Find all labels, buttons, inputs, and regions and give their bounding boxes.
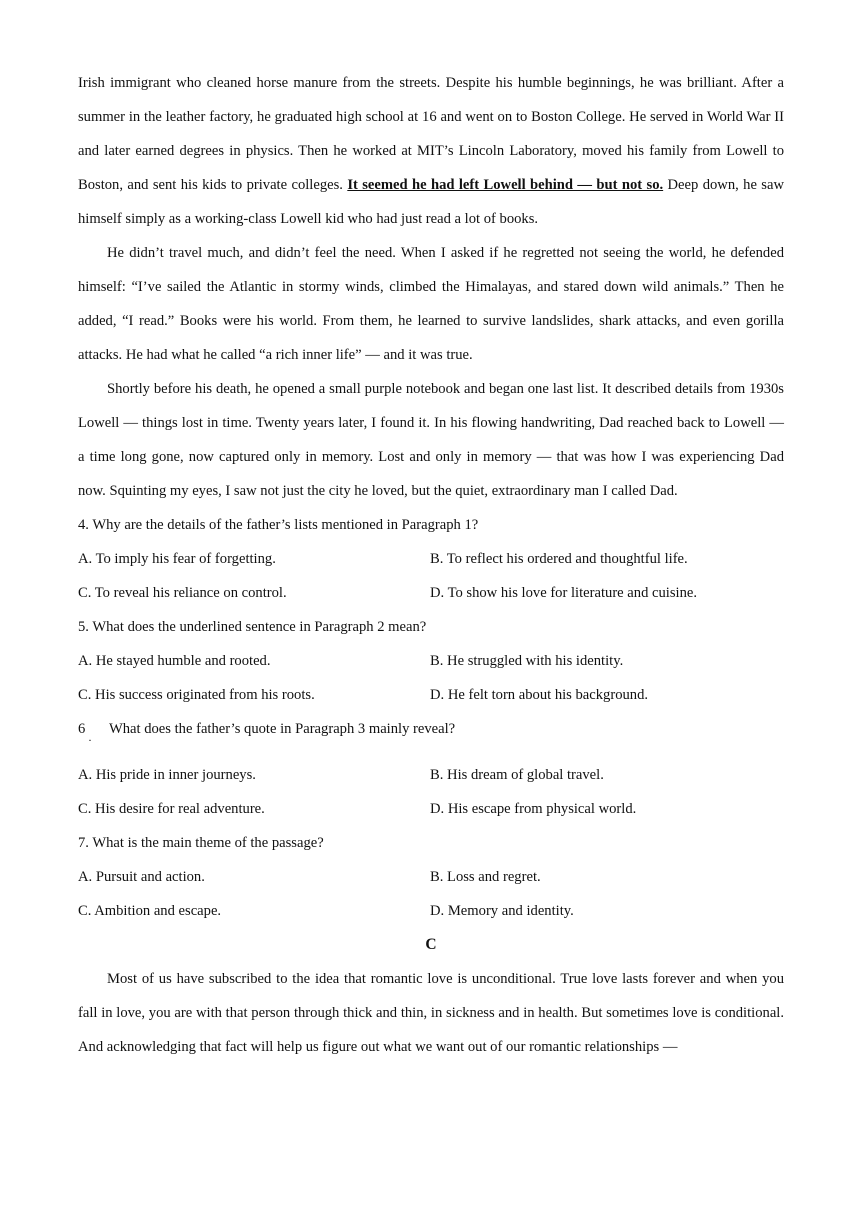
question-6-stem bbox=[78, 712, 784, 746]
option-a: A. He stayed humble and rooted. bbox=[78, 653, 271, 669]
question-6-dot: · bbox=[88, 733, 92, 747]
option-c: C. His success originated from his roots. bbox=[78, 687, 315, 703]
paragraph-1-text: Irish immigrant who cleaned horse manure from the streets. Despite his humble beginnings, he was brilliant. After a summer in the leather factory, he graduated high school at 16 and went on to Boston College. He served in World War II and later earned degrees in physics. Then he worked at MIT’s Lincoln Laboratory, moved his family from Lowell to Boston, and sent his kids to private colleges. bbox=[78, 75, 784, 193]
question-4-options-row-2 bbox=[78, 576, 784, 610]
question-7-stem: 7. What is the main theme of the passage? bbox=[78, 835, 324, 851]
option-b: B. Loss and regret. bbox=[430, 869, 541, 885]
question-4-stem: 4. Why are the details of the father’s lists mentioned in Paragraph 1? bbox=[78, 517, 479, 533]
question-7-options-row-1 bbox=[78, 860, 784, 894]
option-c: C. To reveal his reliance on control. bbox=[78, 585, 287, 601]
question-7-options-row-2 bbox=[78, 894, 784, 928]
question-5-options-row-2 bbox=[78, 678, 784, 712]
option-d: D. His escape from physical world. bbox=[430, 801, 637, 817]
passage-paragraph-3: Shortly before his death, he opened a small purple notebook and began one last list. It described details from 1930s Lowell — things lost in time. Twenty years later, I found it. In his flowing handwriting, Dad reached back to Lowell — a time long gone, now captured only in memory. Lost and only in memory — that was how I was experiencing Dad now. Squinting my eyes, I saw not just the city he loved, but the quiet, extraordinary man I called Dad. bbox=[78, 381, 784, 499]
section-heading: C bbox=[425, 936, 437, 953]
option-d: D. Memory and identity. bbox=[430, 903, 574, 919]
option-b: B. To reflect his ordered and thoughtful life. bbox=[430, 551, 688, 567]
option-a: A. To imply his fear of forgetting. bbox=[78, 551, 276, 567]
spacer bbox=[78, 746, 784, 758]
question-6-number: 6 bbox=[78, 721, 86, 737]
question-4-options-row-1 bbox=[78, 542, 784, 576]
question-5-options-row-1 bbox=[78, 644, 784, 678]
option-d: D. He felt torn about his background. bbox=[430, 687, 649, 703]
question-6-text: What does the father’s quote in Paragraph 3 mainly reveal? bbox=[108, 721, 456, 737]
option-c: C. His desire for real adventure. bbox=[78, 801, 265, 817]
question-5-stem: 5. What does the underlined sentence in Paragraph 2 mean? bbox=[78, 619, 427, 635]
option-a: A. His pride in inner journeys. bbox=[78, 767, 256, 783]
option-b: B. His dream of global travel. bbox=[430, 767, 604, 783]
paragraph-1-text-end: Deep down, he saw himself simply as a working-class Lowell kid who had just read a lot of books. bbox=[78, 177, 784, 227]
passage-paragraph-2: He didn’t travel much, and didn’t feel the need. When I asked if he regretted not seeing the world, he defended himself: “I’ve sailed the Atlantic in stormy winds, climbed the Himalayas, and stared down wild animals.” Then he added, “I read.” Books were his world. From them, he learned to survive landslides, shark attacks, and even gorilla attacks. He had what he called “a rich inner life” — and it was true. bbox=[78, 245, 784, 363]
option-a: A. Pursuit and action. bbox=[78, 869, 205, 885]
section-c-paragraph-1: Most of us have subscribed to the idea that romantic love is unconditional. True love lasts forever and when you fall in love, you are with that person through thick and thin, in sickness and in health. But sometimes love is conditional. And acknowledging that fact will help us figure out what we want out of our romantic relationships — bbox=[78, 971, 784, 1055]
document-page bbox=[78, 66, 784, 1064]
option-c: C. Ambition and escape. bbox=[78, 903, 222, 919]
passage-paragraph-1 bbox=[78, 66, 784, 236]
question-6-options-row-2 bbox=[78, 792, 784, 826]
underlined-sentence: It seemed he had left Lowell behind — but not so. bbox=[347, 177, 664, 193]
option-d: D. To show his love for literature and cuisine. bbox=[430, 585, 698, 601]
question-6-options-row-1 bbox=[78, 758, 784, 792]
option-b: B. He struggled with his identity. bbox=[430, 653, 624, 669]
